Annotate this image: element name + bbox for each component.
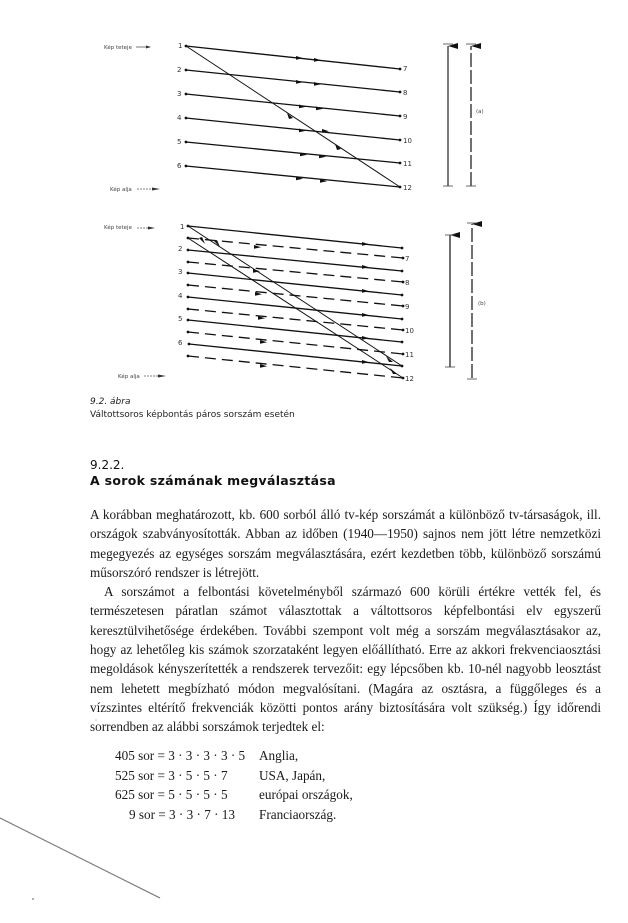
list-item	[115, 766, 353, 786]
svg-text:6: 6	[178, 339, 183, 347]
svg-text:2: 2	[178, 245, 183, 253]
svg-text:11: 11	[405, 351, 414, 359]
diagram-b-side-label: (b)	[478, 301, 486, 307]
svg-text:7: 7	[405, 255, 410, 263]
line-standards-list	[115, 746, 353, 824]
diagram-a-arrowheads	[287, 56, 341, 183]
svg-text:9: 9	[403, 113, 408, 121]
diagram-a-bottom-label: Kép alja	[110, 187, 132, 193]
line-equation: 625 sor = 5 · 5 · 5 · 5	[115, 787, 228, 802]
svg-text:8: 8	[403, 89, 408, 97]
svg-text:3: 3	[178, 268, 183, 276]
figure-caption-title: Váltottsoros képbontás páros sorszám esetén	[90, 410, 295, 420]
stray-pen-line	[0, 818, 160, 898]
svg-text:1: 1	[178, 42, 183, 50]
line-equation: 525 sor = 3 · 5 · 5 · 7	[115, 767, 228, 783]
diagram-a-right-numbers	[403, 65, 412, 192]
svg-text:5: 5	[177, 138, 182, 146]
svg-text:3: 3	[177, 90, 182, 98]
body-text	[90, 505, 601, 737]
section-number: 9.2.2.	[90, 458, 125, 472]
list-item	[115, 785, 353, 805]
list-item	[115, 805, 353, 825]
diagram-a-vertical-arrows	[443, 44, 484, 186]
figure-caption-number: 9.2. ábra	[90, 397, 131, 407]
diagram-b	[104, 223, 486, 383]
svg-text:12: 12	[403, 184, 412, 192]
svg-text:12: 12	[405, 375, 414, 383]
line-equation: 405 sor = 3 · 3 · 3 · 3 · 5	[115, 748, 246, 763]
diagram-b-top-label: Kép teteje	[104, 225, 132, 231]
diagram-b-arrowheads	[199, 237, 397, 374]
diagram-a-scan-lines	[186, 46, 400, 187]
svg-text:2: 2	[177, 66, 182, 74]
svg-text:10: 10	[403, 137, 412, 145]
diagram-a-top-label: Kép teteje	[104, 45, 132, 51]
paragraph-1: A korábban meghatározott, kb. 600 sorból álló tv-kép sorszámát a különböző tv-társaságok, ill. országok szabványosították. Abban az időben (1940—1950) sajnos nem jött létre nemzetközi megegyezés az egységes sorszám megválasztására, ezért kezdetben több, különböző sorszámú műsorszóró rendszer is létrejött.	[90, 507, 601, 580]
diagram-b-bottom-label: Kép alja	[118, 374, 140, 380]
line-equation: 9 sor = 3 · 3 · 7 · 13	[129, 806, 235, 822]
svg-text:4: 4	[177, 114, 182, 122]
svg-text:10: 10	[405, 327, 414, 335]
country: európai országok,	[259, 787, 353, 802]
diagram-b-left-numbers	[178, 223, 184, 347]
diagram-a-side-label: (a)	[476, 109, 484, 115]
svg-text:11: 11	[403, 160, 412, 168]
svg-text:7: 7	[403, 65, 408, 73]
svg-text:9: 9	[405, 303, 410, 311]
diagram-a-left-numbers	[177, 42, 182, 170]
diagram-b-vertical-arrows	[445, 223, 486, 379]
svg-text:8: 8	[405, 279, 410, 287]
diagram-b-right-numbers	[405, 255, 414, 383]
list-item	[115, 746, 353, 766]
svg-text:6: 6	[177, 162, 182, 170]
diagram-a	[104, 42, 484, 193]
country: Franciaország.	[259, 806, 337, 822]
stray-dot	[32, 898, 34, 900]
svg-text:5: 5	[178, 315, 183, 323]
svg-text:1: 1	[180, 223, 185, 231]
paragraph-2: A sorszámot a felbontási követelményből származó 600 körüli értékre vették fel, és természetesen páratlan számot választottak a váltottsoros képfelbontási elv egyszerű keresztülvihetősége érdekében. További szempont volt még a sorszám megválasztásakor az, hogy az lehetőleg kis számok szorzataként legyen előállítható. Erre az akkori frekvenciaosztási megoldások kényszerítették a rendszerek tervezőit: egy lépcsőben kb. 10-nél nagyobb leosztást nem lehetett megbízható módon megvalósítani. (Magára az osztásra, a függőleges és a vízszintes eltérítő frekvenciák közötti pontos arány biztosítására volt szükség.) Így időrendi sorrendben az alábbi sorszámok terjedtek el:	[90, 584, 601, 735]
section-title: A sorok számának megválasztása	[90, 473, 336, 488]
country: USA, Japán,	[259, 767, 326, 783]
country: Anglia,	[259, 748, 299, 763]
svg-text:4: 4	[178, 292, 183, 300]
